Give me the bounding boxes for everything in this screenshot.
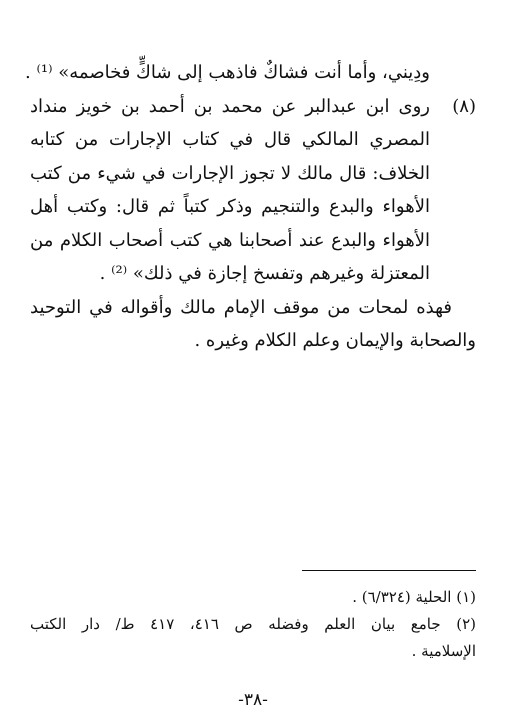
page-number: -٣٨- — [238, 690, 268, 710]
text-line-8: فهذه لمحات من موقف الإمام مالك وأقواله في التوحيد — [30, 296, 452, 318]
text-line-7: المعتزلة وغيرهم وتفسخ إجازة في ذلك» ⁽²⁾ . — [99, 263, 430, 284]
item-number: (٨) — [452, 95, 476, 117]
text-line-9: والصحابة والإيمان وعلم الكلام وغيره . — [194, 330, 476, 351]
footnote-1: (١) الحلية (٦/٣٢٤) . — [352, 588, 476, 606]
text-line-2-content: روى ابن عبدالبر عن محمد بن أحمد بن خويز منداد — [30, 95, 430, 117]
footnotes — [30, 584, 476, 665]
main-text — [25, 56, 476, 358]
footnote-2-line-2: الإسلامية . — [411, 642, 476, 660]
footnote-2-line-1: (٢) جامع بيان العلم وفضله ص ٤١٦، ٤١٧ ط/ دار الكتب — [30, 615, 476, 633]
text-line-4: الخلاف: قال مالك لا تجوز الإجارات في شيء من كتب — [30, 162, 430, 184]
text-line-3: المصري المالكي قال في كتاب الإجارات من كتابه — [30, 129, 430, 150]
text-line-5: الأهواء والبدع والتنجيم وذكر كتباً ثم قال: وكتب أهل — [30, 196, 430, 217]
text-line-6: الأهواء والبدع عند أصحابنا هي كتب أصحاب الكلام من — [30, 229, 430, 251]
text-line-1: ودِيني، وأما أنت فشاكٌ فاذهب إلى شاكٍّ فخاصمه» ⁽¹⁾ . — [25, 62, 430, 83]
footnote-separator — [302, 570, 476, 571]
text-line-2 — [30, 90, 476, 124]
